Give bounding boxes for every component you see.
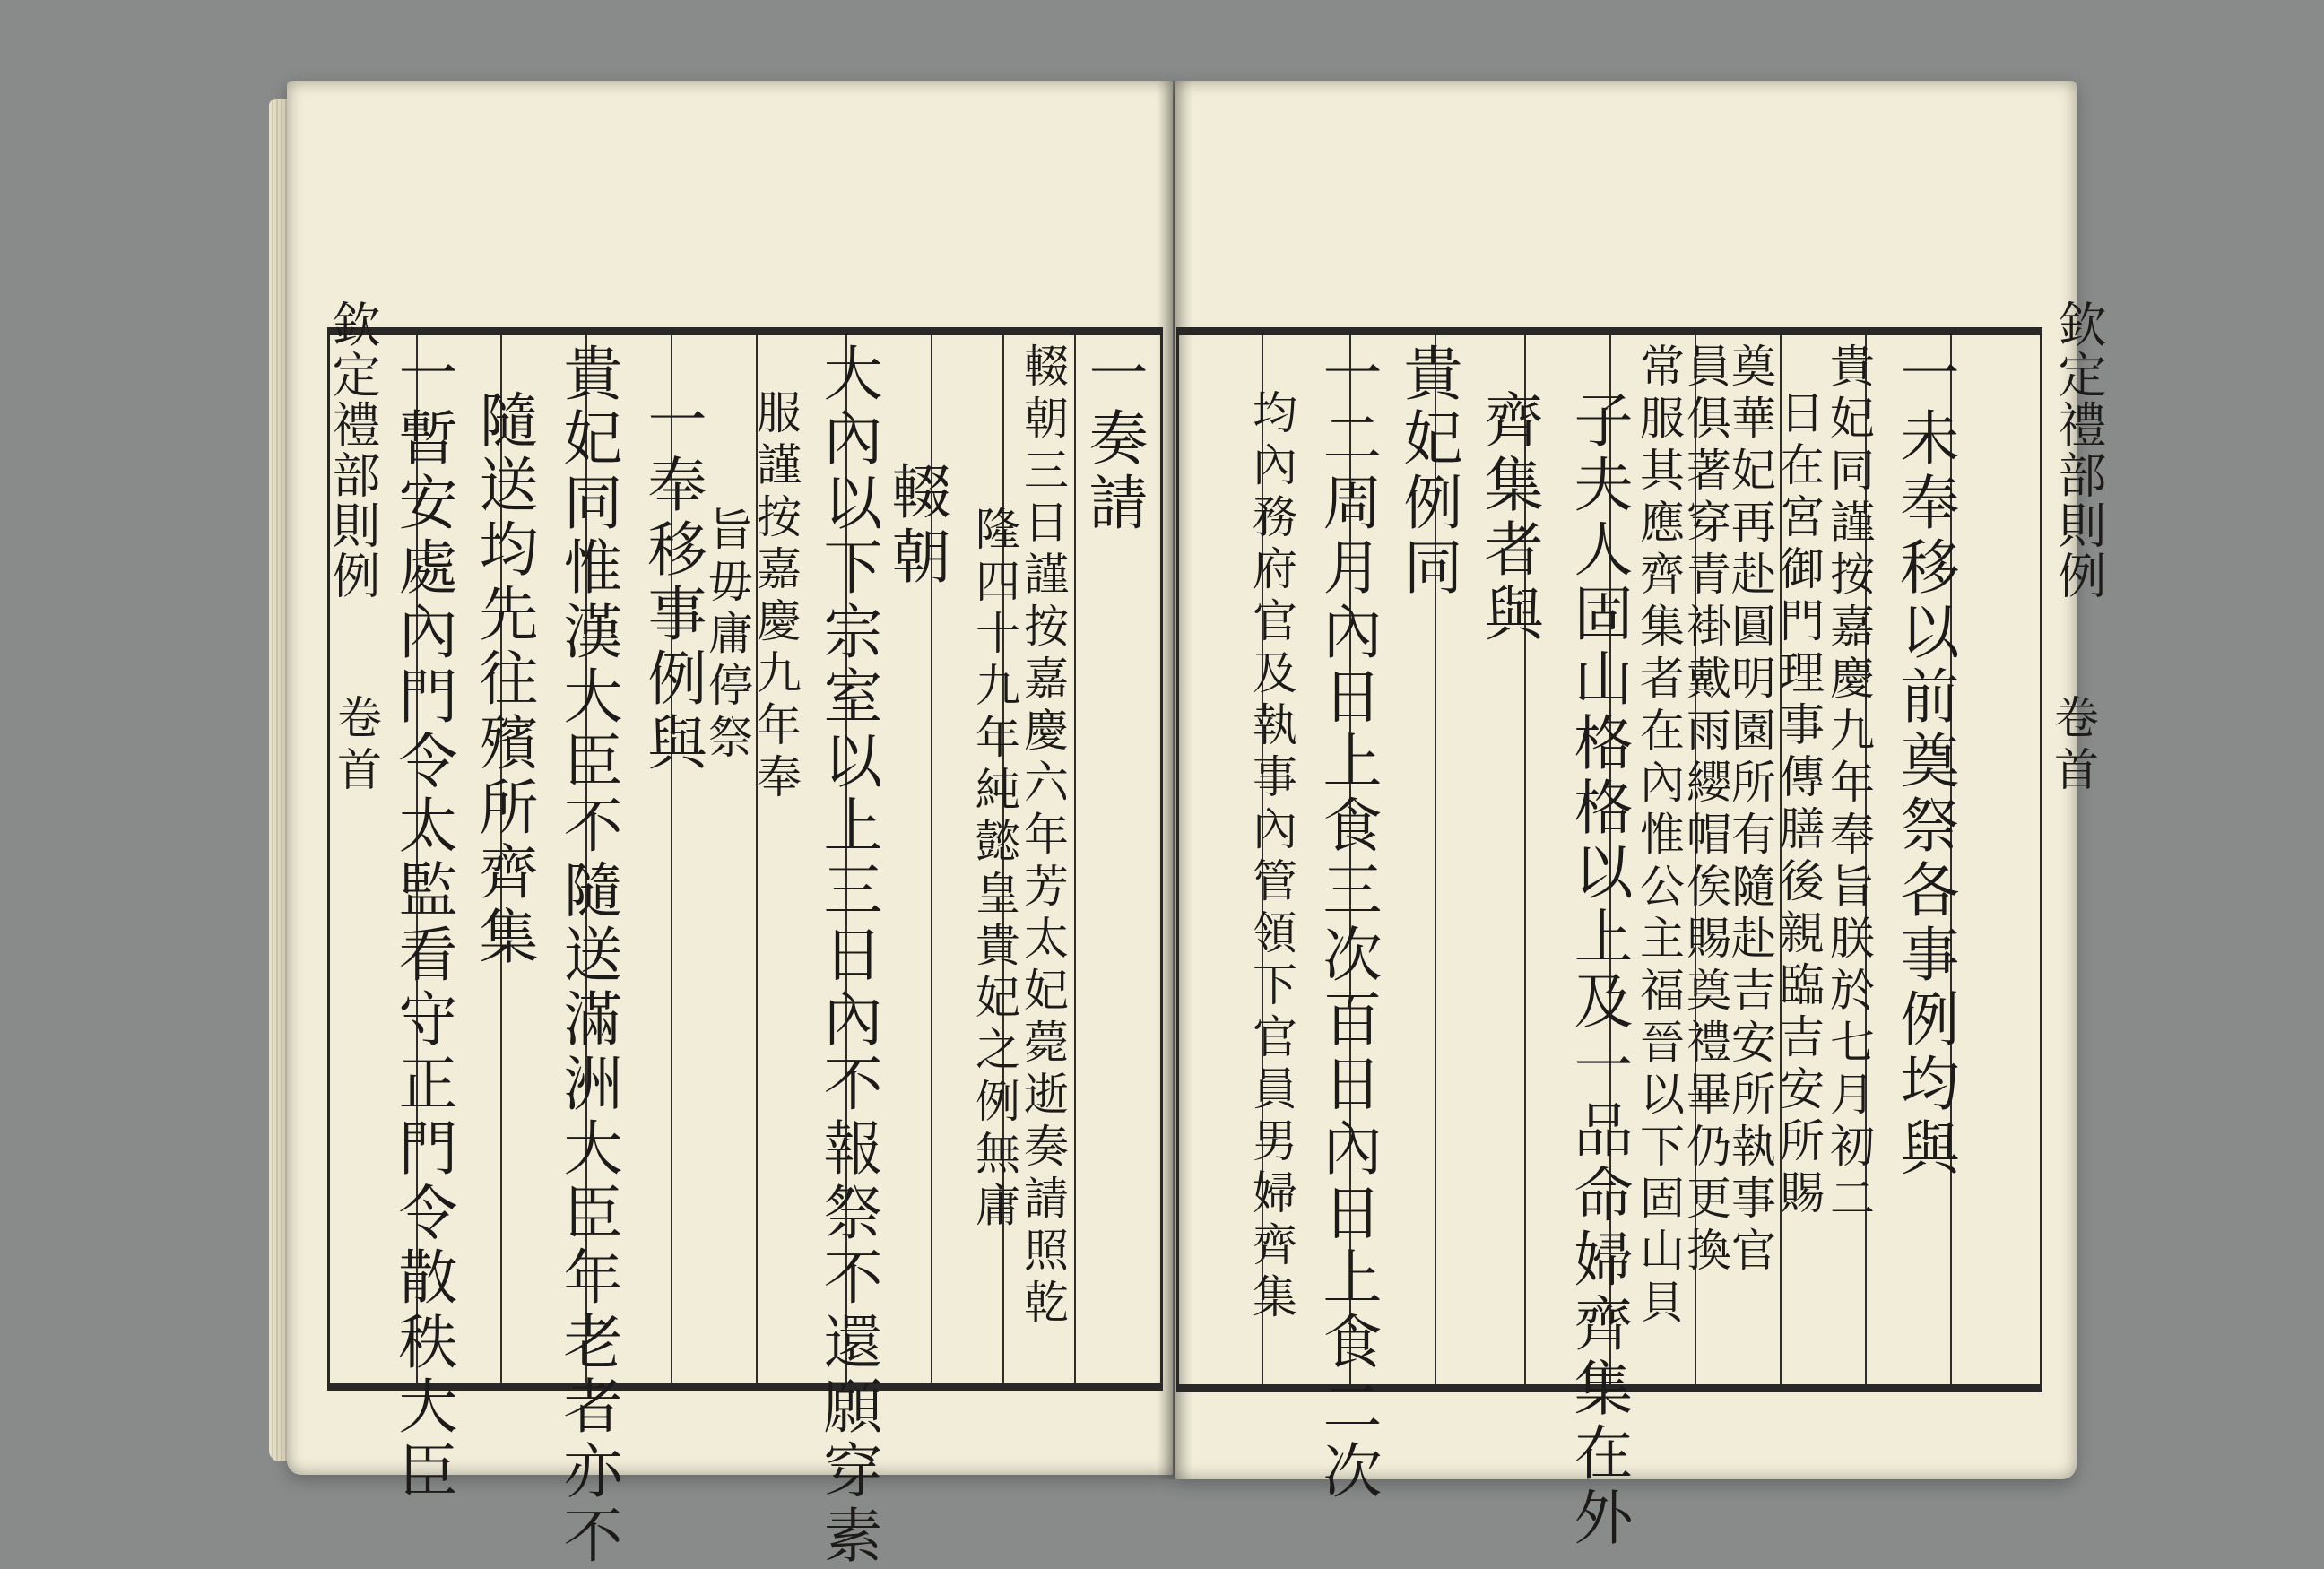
text-column: 均內務府官及執事內管領下官員男婦齊集 (1245, 389, 1297, 1325)
text-column: 一奏請 (1079, 342, 1148, 536)
book-title-margin: 欽定禮部則例 (2051, 299, 2107, 601)
text-column: 輟朝 (881, 461, 950, 590)
text-column: 日在宮御門理事傳膳後親臨吉安所賜 (1773, 389, 1825, 1221)
text-column: 輟朝三日謹按嘉慶六年芳太妃薨逝奏請照乾 (1017, 342, 1069, 1331)
text-column: 貴妃例同 (1393, 342, 1462, 601)
text-column: 旨毋庸停祭 (701, 506, 753, 766)
text-column: 一未奉移以前奠祭各事例均與 (1890, 342, 1959, 1182)
book-title-margin: 欽定禮部則例 (325, 299, 381, 601)
text-column: 貴妃同謹按嘉慶九年奉旨朕於七月初二 (1823, 342, 1875, 1227)
text-column: 子夫人固山格格以上及一品命婦齊集在外 (1564, 389, 1633, 1551)
volume-label: 卷首 (2047, 694, 2099, 798)
volume-label: 卷首 (330, 694, 382, 798)
text-column: 齊集者與 (1474, 389, 1543, 647)
text-column: 一奉移事例與 (637, 389, 707, 776)
text-column: 隆四十九年純懿皇貴妃之例無庸 (968, 506, 1020, 1234)
text-column: 服謹按嘉慶九年奉 (750, 389, 802, 805)
text-column: 員俱著穿青褂戴雨纓帽俟賜奠禮畢仍更換 (1679, 342, 1731, 1279)
text-column: 大內以下宗室以上三日內不報祭不還願穿素 (813, 342, 882, 1569)
text-column: 一二周月內日上食三次百日內日上食二次 (1313, 342, 1382, 1504)
text-column: 一暫安處內門令太監看守正門令散秩大臣 (388, 342, 457, 1504)
left-page-frame (325, 299, 1163, 1569)
text-column: 常服其應齊集者在內惟公主福晉以下固山貝 (1633, 342, 1685, 1331)
text-column: 奠華妃再赴圓明園所有隨赴吉安所執事官 (1724, 342, 1776, 1279)
text-column: 隨送均先往殯所齊集 (469, 389, 538, 970)
text-column: 貴妃同惟漢大臣不隨送滿洲大臣年老者亦不 (553, 342, 622, 1569)
right-page-frame (1176, 299, 2107, 1551)
